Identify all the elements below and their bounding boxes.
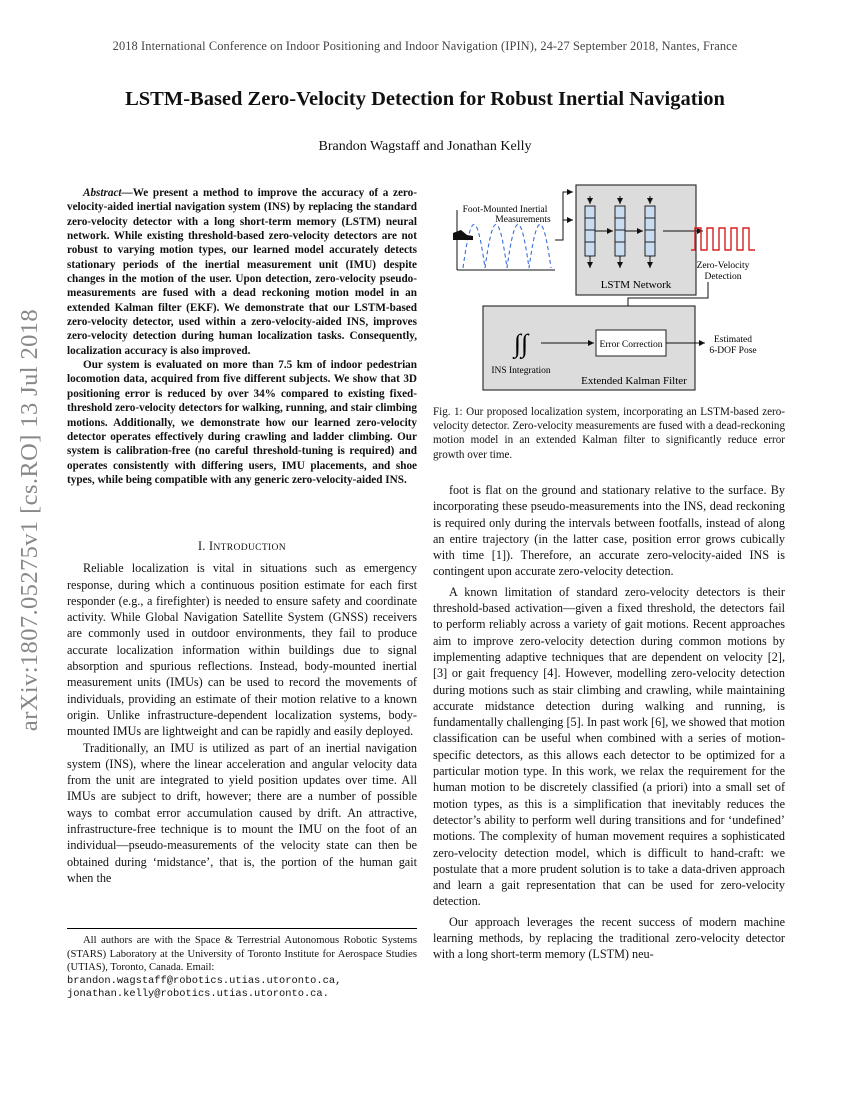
ins-label: INS Integration <box>491 366 551 376</box>
zv-label-1: Zero-Velocity <box>696 261 750 271</box>
email-2: jonathan.kelly@robotics.utias.utoronto.ca. <box>67 988 329 1000</box>
zv-label-2: Detection <box>704 272 742 282</box>
right-paragraph-1: foot is flat on the ground and stationary relative to the surface. By incorporating these pseudo-measurements into the INS, dead reckoning is required only during the intervals between footfalls, instead of along an entire trajectory (in the latter case, position error grows cubically with time [1]). Therefore, an accurate zero-velocity-aided INS is contingent upon accurate zero-velocity detection. <box>433 483 785 579</box>
paper-authors: Brandon Wagstaff and Jonathan Kelly <box>318 139 532 154</box>
section-heading: I. INTRODUCTION <box>197 539 286 553</box>
foot-signal <box>463 225 551 269</box>
ekf-label: Extended Kalman Filter <box>581 375 687 387</box>
right-paragraph-2: A known limitation of standard zero-velocity detectors is their threshold-based activation—given a fixed threshold, the detectors fail to perform reliably across a variety of gait motions. Recent approaches aim to improve zero-velocity detection during common motions by implementing adaptive techniques that are dependent on velocity [2], [3] or gait frequency [4]. However, modelling zero-velocity detection during motions such as stair climbing and crawling, while maintaining accurate midstance detection during walking and running, is fundamentally challenging [5]. In past work [6], we showed that motion classification can be useful when combined with a series of motion-specific detectors, as this allows each detector to be optimized for a particular motion type. In this work, we relax the requirement for the human motion to be discretely classified (a priori) into a small set of motion types, as this is a simplification that inevitably reduces the detector’s ability to perform well during transitions and for ‘undefined’ motions. The complexity of human movement requires a sophisticated zero-velocity detection model, which is difficult to hand-craft: we postulate that a more prudent solution is to take a data-driven approach and learn a gait representation that can be used for zero-velocity detection. <box>433 584 785 909</box>
footnote-rule <box>67 928 417 929</box>
foot-label-2: Measurements <box>495 215 551 225</box>
abstract-lead: Abstract <box>83 187 122 199</box>
system-diagram <box>433 180 785 395</box>
error-label: Error Correction <box>599 340 663 350</box>
intro-section <box>67 529 417 886</box>
abstract <box>67 186 417 487</box>
conference-header: 2018 International Conference on Indoor Positioning and Indoor Navigation (IPIN), 24-27 September 2018, Nantes, France <box>112 39 738 53</box>
email-1: brandon.wagstaff@robotics.utias.utoronto.ca, <box>67 974 342 987</box>
abstract-paragraph-1: Abstract—We present a method to improve the accuracy of a zero-velocity-aided inertial navigation system (INS) by replacing the standard zero-velocity detector with a long short-term memory (LSTM) neural network. While existing threshold-based zero-velocity detectors are not robust to varying motion types, our learned model accurately detects stationary periods of the inertial measurement unit (IMU) despite changes in the motion of the user. Upon detection, zero-velocity pseudo-measurements are fused with a dead reckoning motion model in an extended Kalman filter (EKF). We demonstrate that our LSTM-based zero-velocity detector, used within a zero-velocity-aided INS, improves zero-velocity detection during human localization tasks. Consequently, localization accuracy is also improved. <box>67 187 417 357</box>
intro-paragraph-2: Traditionally, an IMU is utilized as part of an inertial navigation system (INS), where the linear acceleration and angular velocity data from the unit are integrated to yield position updates over time. All IMUs are subject to drift, however; there are a number of possible ways to combat error accumulation caused by drift. An attractive, infrastructure-free technique is to mount the IMU on the foot of an individual—pseudo-measurements of the velocity state can then be obtained during ‘midstance’, that is, the portion of the human gait when the <box>67 740 417 885</box>
footnote: All authors are with the Space & Terrestrial Autonomous Robotic Systems (STARS) Laboratory at the University of Toronto Institute for Aerospace Studies (UTIAS), Toronto, Canada. Email: brandon.wagstaff@robotics.utias.utoronto.ca, jonathan.kelly@robotics.utias.utoronto.ca. <box>67 935 417 1000</box>
integral-symbol: ∫∫ <box>513 329 529 358</box>
right-column <box>433 482 785 963</box>
right-paragraph-3: Our approach leverages the recent success of modern machine learning methods, by replacing the traditional zero-velocity detector with a long short-term memory (LSTM) neu- <box>433 914 785 962</box>
foot-label-1: Foot-Mounted Inertial <box>462 205 548 215</box>
estimated-label-2: 6-DOF Pose <box>709 346 757 356</box>
figure-caption: Fig. 1: Our proposed localization system, incorporating an LSTM-based zero-velocity detector. Zero-velocity measurements are fused with a dead-reckoning motion model in an extended Kalman filter to significantly reduce error growth over time. <box>433 406 785 461</box>
arxiv-stamp: arXiv:1807.05275v1 [cs.RO] 13 Jul 2018 <box>16 308 43 732</box>
estimated-label-1: Estimated <box>714 335 752 345</box>
abstract-paragraph-2: Our system is evaluated on more than 7.5 km of indoor pedestrian locomotion data, acquired from five different subjects. We show that 3D positioning error is reduced by over 34% compared to existing fixed-threshold zero-velocity detectors for walking, running, and stair climbing motions. Additionally, we demonstrate how our learned zero-velocity detector operates effectively during crawling and ladder climbing. Our system is calibration-free (no careful threshold-tuning is required) and operates consistently with differing users, IMU placements, and shoe types, while being compatible with any generic zero-velocity-aided INS. <box>67 359 417 486</box>
lstm-label: LSTM Network <box>600 279 672 291</box>
intro-paragraph-1: Reliable localization is vital in situations such as emergency response, during which a continuous position estimate for each first responder (e.g., a firefighter) is needed to ensure safety and coordinate activity. While Global Navigation Satellite System (GNSS) receivers are commonly used in outdoor environments, they fail to produce accurate localization information within buildings due to signal absorption and spurious reflections. Instead, body-mounted inertial measurement units (IMUs) can be used to record the movements of individuals, providing an estimate of their motion relative to a known origin. Unlike infrastructure-dependent localization systems, body-mounted IMUs are lightweight and can be rapidly and easily deployed. <box>67 561 417 739</box>
paper-title: LSTM-Based Zero-Velocity Detection for Robust Inertial Navigation <box>125 88 725 110</box>
zv-signal <box>691 228 755 250</box>
